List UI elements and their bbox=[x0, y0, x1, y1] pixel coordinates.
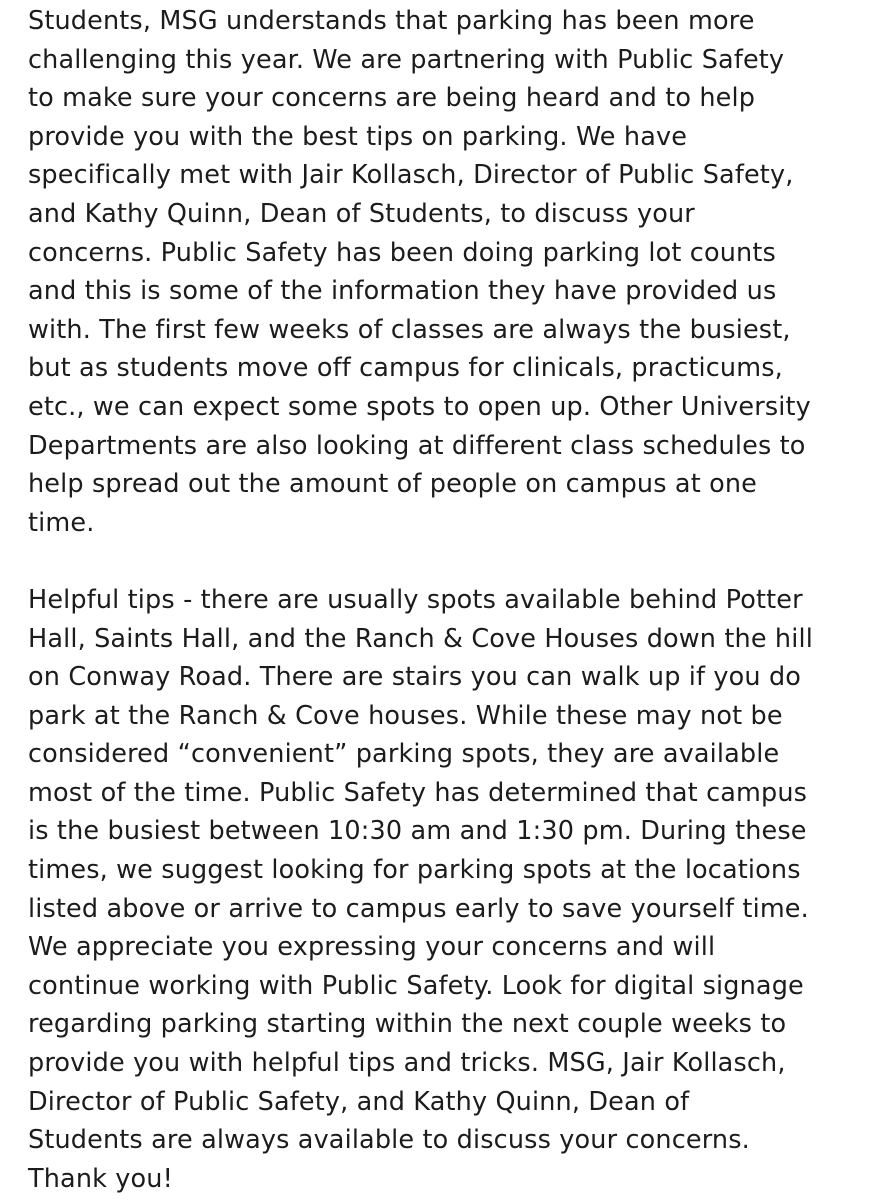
paragraph-helpful-tips bbox=[28, 581, 878, 1199]
text-line: provide you with helpful tips and tricks. MSG, Jair Kollasch, bbox=[28, 1048, 786, 1079]
text-line: help spread out the amount of people on campus at one bbox=[28, 469, 757, 500]
text-line: is the busiest between 10:30 am and 1:30 pm. During these bbox=[28, 816, 807, 847]
text-line: We appreciate you expressing your concerns and will bbox=[28, 932, 716, 963]
text-line: with. The first few weeks of classes are always the busiest, bbox=[28, 314, 791, 345]
text-line: challenging this year. We are partnering with Public Safety bbox=[28, 44, 785, 75]
text-line: concerns. Public Safety has been doing parking lot counts bbox=[28, 237, 776, 268]
text-line: time. bbox=[28, 507, 95, 538]
text-line: Students are always available to discuss your concerns. bbox=[28, 1125, 750, 1156]
text-line: park at the Ranch & Cove houses. While these may not be bbox=[28, 700, 783, 731]
text-line: specifically met with Jair Kollasch, Director of Public Safety, bbox=[28, 160, 794, 191]
text-line: provide you with the best tips on parking. We have bbox=[28, 121, 688, 152]
text-line: most of the time. Public Safety has determined that campus bbox=[28, 777, 808, 808]
text-line: Departments are also looking at different class schedules to bbox=[28, 430, 806, 461]
text-line: Hall, Saints Hall, and the Ranch & Cove Houses down the hill bbox=[28, 623, 813, 654]
text-line: listed above or arrive to campus early to save yourself time. bbox=[28, 893, 809, 924]
paragraph-spacer bbox=[28, 542, 878, 581]
text-line: Helpful tips - there are usually spots available behind Potter bbox=[28, 584, 803, 615]
text-line: etc., we can expect some spots to open up. Other University bbox=[28, 391, 811, 422]
text-line: Director of Public Safety, and Kathy Quinn, Dean of bbox=[28, 1086, 690, 1117]
text-line: Students, MSG understands that parking has been more bbox=[28, 6, 755, 36]
text-line: and this is some of the information they have provided us bbox=[28, 276, 777, 307]
text-line: considered “convenient” parking spots, they are available bbox=[28, 739, 780, 770]
text-line: Thank you! bbox=[28, 1163, 173, 1194]
text-line: continue working with Public Safety. Look for digital signage bbox=[28, 970, 804, 1001]
text-line: and Kathy Quinn, Dean of Students, to discuss your bbox=[28, 198, 695, 229]
text-line: but as students move off campus for clinicals, practicums, bbox=[28, 353, 783, 384]
text-line: to make sure your concerns are being heard and to help bbox=[28, 83, 756, 114]
paragraph-intro bbox=[28, 2, 878, 542]
text-line: times, we suggest looking for parking spots at the locations bbox=[28, 855, 801, 886]
text-line: on Conway Road. There are stairs you can walk up if you do bbox=[28, 662, 802, 693]
text-line: regarding parking starting within the next couple weeks to bbox=[28, 1009, 787, 1040]
post-body bbox=[28, 2, 878, 1198]
